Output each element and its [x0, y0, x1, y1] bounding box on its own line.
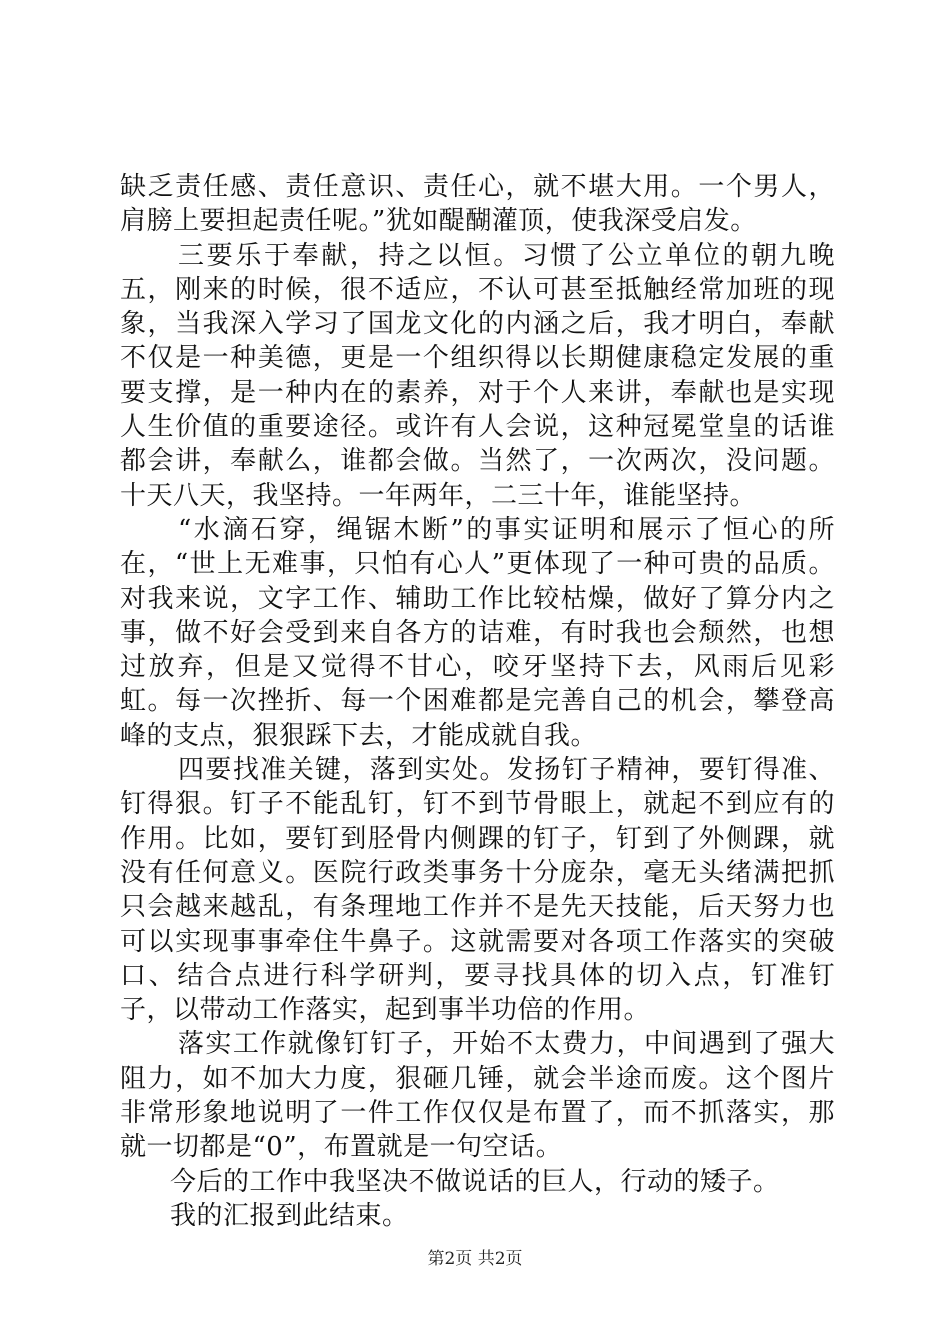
- paragraph-implementation: 落实工作就像钉钉子，开始不太费力，中间遇到了强大阻力，如不加大力度，狠砸几锤，就会半途而废。这个图片非常形象地说明了一件工作仅仅是布置了，而不抓落实，那就一切都是“0”，布置就是一句空话。: [120, 1029, 835, 1163]
- paragraph-key-points: 四要找准关键，落到实处。发扬钉子精神，要钉得准、钉得狠。钉子不能乱钉，钉不到节骨眼上，就起不到应有的作用。比如，要钉到胫骨内侧踝的钉子，钉到了外侧踝，就没有任何意义。医院行政类事务十分庞杂，毫无头绪满把抓只会越来越乱，有条理地工作并不是先天技能，后天努力也可以实现事事牵住牛鼻子。这就需要对各项工作落实的突破口、结合点进行科学研判，要寻找具体的切入点，钉准钉子，以带动工作落实，起到事半功倍的作用。: [120, 755, 835, 1026]
- paragraph-perseverance: “水滴石穿，绳锯木断”的事实证明和展示了恒心的所在，“世上无难事，只怕有心人”更体现了一种可贵的品质。对我来说，文字工作、辅助工作比较枯燥，做好了算分内之事，做不好会受到来自各方的诘难，有时我也会颓然，也想过放弃，但是又觉得不甘心，咬牙坚持下去，风雨后见彩虹。每一次挫折、每一个困难都是完善自己的机会，攀登高峰的支点，狠狠踩下去，才能成就自我。: [120, 514, 835, 751]
- page-footer: 第2页 共2页: [427, 1249, 523, 1269]
- paragraph-closing: 我的汇报到此结束。: [170, 1200, 409, 1231]
- paragraph-resolution: 今后的工作中我坚决不做说话的巨人，行动的矮子。: [170, 1166, 780, 1197]
- document-body: [120, 170, 835, 1233]
- paragraph-dedication: 三要乐于奉献，持之以恒。习惯了公立单位的朝九晚五，刚来的时候，很不适应，不认可甚至抵触经常加班的现象，当我深入学习了国龙文化的内涵之后，我才明白，奉献不仅是一种美德，更是一个组织得以长期健康稳定发展的重要支撑，是一种内在的素养，对于个人来讲，奉献也是实现人生价值的重要途径。或许有人会说，这种冠冕堂皇的话谁都会讲，奉献么，谁都会做。当然了，一次两次，没问题。十天八天，我坚持。一年两年，二三十年，谁能坚持。: [120, 240, 835, 511]
- paragraph-continuation: 缺乏责任感、责任意识、责任心，就不堪大用。一个男人，肩膀上要担起责任呢。”犹如醍醐灌顶，使我深受启发。: [120, 172, 835, 237]
